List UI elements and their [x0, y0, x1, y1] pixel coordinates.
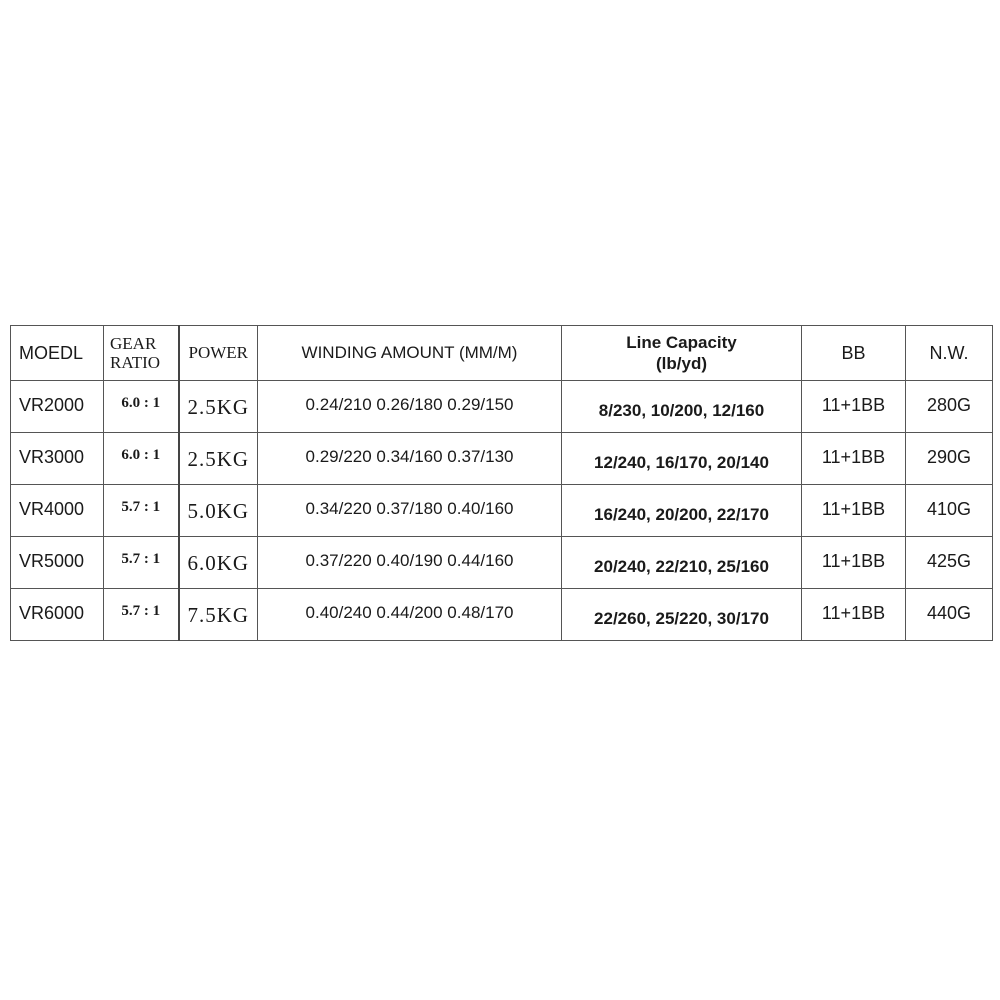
- cell-power: 7.5KG: [179, 589, 258, 641]
- cell-winding: 0.24/210 0.26/180 0.29/150: [258, 381, 562, 433]
- spec-table: [10, 325, 993, 641]
- cell-bb: 11+1BB: [802, 381, 906, 433]
- header-bb: BB: [802, 326, 906, 381]
- cell-line-capacity: 16/240, 20/200, 22/170: [562, 485, 802, 537]
- cell-power: 5.0KG: [179, 485, 258, 537]
- header-power: POWER: [179, 326, 258, 381]
- table-row: [11, 381, 993, 433]
- cell-gear-ratio: 5.7 : 1: [104, 485, 179, 537]
- cell-gear-ratio: 6.0 : 1: [104, 381, 179, 433]
- cell-winding: 0.37/220 0.40/190 0.44/160: [258, 537, 562, 589]
- header-winding: WINDING AMOUNT (MM/M): [258, 326, 562, 381]
- header-model: MOEDL: [11, 326, 104, 381]
- header-gear-line1: GEAR: [110, 334, 157, 353]
- header-gear-ratio: [104, 326, 179, 381]
- cell-power: 6.0KG: [179, 537, 258, 589]
- cell-bb: 11+1BB: [802, 485, 906, 537]
- table-row: [11, 485, 993, 537]
- cell-model: VR6000: [11, 589, 104, 641]
- cell-bb: 11+1BB: [802, 433, 906, 485]
- cell-nw: 425G: [906, 537, 993, 589]
- cell-power: 2.5KG: [179, 381, 258, 433]
- cell-line-capacity: 22/260, 25/220, 30/170: [562, 589, 802, 641]
- cell-nw: 440G: [906, 589, 993, 641]
- table-row: [11, 433, 993, 485]
- cell-bb: 11+1BB: [802, 537, 906, 589]
- cell-winding: 0.34/220 0.37/180 0.40/160: [258, 485, 562, 537]
- cell-model: VR2000: [11, 381, 104, 433]
- cell-model: VR3000: [11, 433, 104, 485]
- cell-line-capacity: 12/240, 16/170, 20/140: [562, 433, 802, 485]
- header-row: [11, 326, 993, 381]
- cell-line-capacity: 20/240, 22/210, 25/160: [562, 537, 802, 589]
- cell-gear-ratio: 5.7 : 1: [104, 589, 179, 641]
- table-row: [11, 537, 993, 589]
- header-line-capacity: [562, 326, 802, 381]
- cell-nw: 280G: [906, 381, 993, 433]
- header-line-line2: (lb/yd): [656, 354, 707, 373]
- cell-power: 2.5KG: [179, 433, 258, 485]
- cell-line-capacity: 8/230, 10/200, 12/160: [562, 381, 802, 433]
- cell-bb: 11+1BB: [802, 589, 906, 641]
- cell-nw: 410G: [906, 485, 993, 537]
- header-gear-line2: RATIO: [110, 353, 161, 372]
- cell-gear-ratio: 5.7 : 1: [104, 537, 179, 589]
- cell-model: VR5000: [11, 537, 104, 589]
- header-line-line1: Line Capacity: [626, 333, 737, 352]
- cell-winding: 0.40/240 0.44/200 0.48/170: [258, 589, 562, 641]
- header-nw: N.W.: [906, 326, 993, 381]
- cell-gear-ratio: 6.0 : 1: [104, 433, 179, 485]
- cell-model: VR4000: [11, 485, 104, 537]
- cell-winding: 0.29/220 0.34/160 0.37/130: [258, 433, 562, 485]
- cell-nw: 290G: [906, 433, 993, 485]
- table-row: [11, 589, 993, 641]
